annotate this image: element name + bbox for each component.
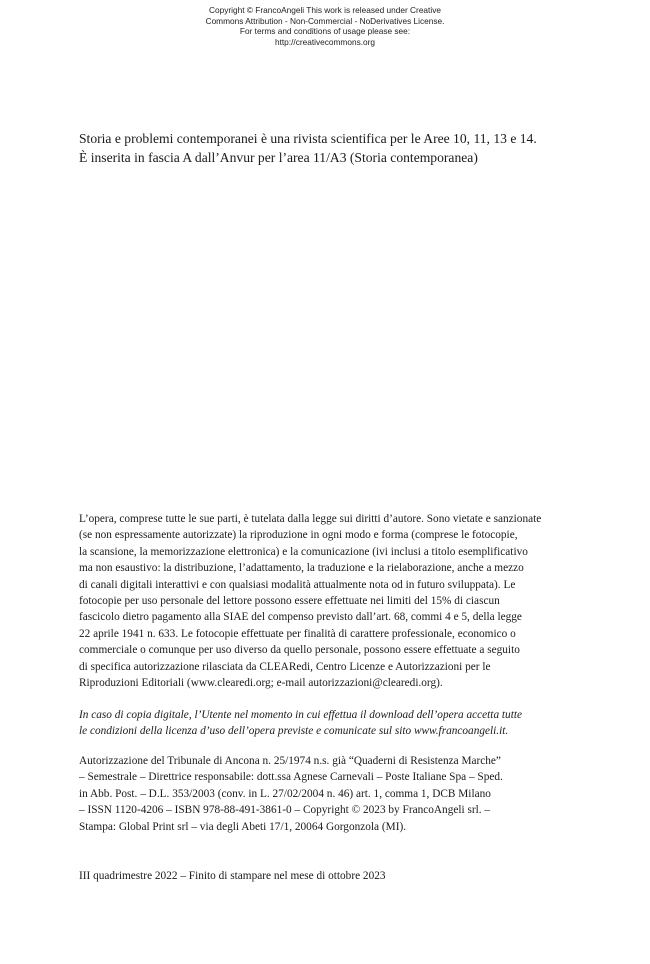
- copyright-line: la scansione, la memorizzazione elettronica) e la comunicazione (ivi inclusi a titolo esemplificativo: [79, 545, 528, 558]
- license-link[interactable]: http://creativecommons.org: [274, 36, 376, 47]
- copyright-line: L’opera, comprese tutte le sue parti, è tutelata dalla legge sui diritti d’autore. Sono vietate e sanzionate: [79, 513, 542, 525]
- authorization-line: in Abb. Post. – D.L. 353/2003 (conv. in L. 27/02/2004 n. 46) art. 1, comma 1, DCB Milano: [79, 787, 491, 800]
- copyright-line: commerciale o comunque per uso diverso da quello personale, possono essere effettuate a seguito: [79, 644, 520, 657]
- journal-description: [79, 129, 579, 167]
- license-line: Copyright © FrancoAngeli This work is released under Creative: [209, 5, 441, 15]
- license-notice: [0, 5, 650, 47]
- copyright-line: fascicolo dietro pagamento alla SIAE del compenso previsto dall’art. 68, commi 4 e 5, della legge: [79, 611, 522, 624]
- authorization-paragraph: [79, 753, 575, 835]
- digital-notice-line: In caso di copia digitale, l’Utente nel momento in cui effettua il download dell’opera accetta tutte: [79, 709, 522, 721]
- digital-notice-line: le condizioni della licenza d’uso dell’opera previste e comunicate sul sito www.francoangeli.it.: [79, 725, 509, 738]
- authorization-line: – Semestrale – Direttrice responsabile: dott.ssa Agnese Carnevali – Poste Italiane Spa – Sped.: [79, 771, 503, 784]
- copyright-line: Riproduzioni Editoriali (www.clearedi.org; e-mail autorizzazioni@clearedi.org).: [79, 677, 443, 690]
- license-line: For terms and conditions of usage please see:: [239, 26, 411, 37]
- copyright-line: di specifica autorizzazione rilasciata da CLEARedi, Centro Licenze e Autorizzazioni per le: [79, 660, 491, 673]
- license-line: Commons Attribution - Non-Commercial - NoDerivatives License.: [205, 15, 445, 26]
- authorization-line: – ISSN 1120-4206 – ISBN 978-88-491-3861-0 – Copyright © 2023 by FrancoAngeli srl. –: [79, 804, 491, 817]
- authorization-line: Stampa: Global Print srl – via degli Abeti 17/1, 20064 Gorgonzola (MI).: [79, 820, 407, 833]
- copyright-line: di canali digitali interattivi e con qualsiasi modalità attualmente nota od in futuro sviluppata). Le: [79, 578, 516, 591]
- digital-copy-notice: [79, 707, 575, 740]
- copyright-line: (se non espressamente autorizzate) la riproduzione in ogni modo e forma (comprese le fotocopie,: [79, 529, 518, 542]
- intro-line: Storia e problemi contemporanei è una rivista scientifica per le Aree 10, 11, 13 e 14.: [79, 131, 537, 146]
- authorization-line: Autorizzazione del Tribunale di Ancona n. 25/1974 n.s. già “Quaderni di Resistenza Marche”: [79, 755, 501, 767]
- copyright-line: fotocopie per uso personale del lettore possono essere effettuate nei limiti del 15% di ciascun: [79, 595, 500, 608]
- copyright-line: 22 aprile 1941 n. 633. Le fotocopie effettuate per finalità di carattere professionale, economico o: [79, 627, 516, 640]
- intro-line: È inserita in fascia A dall’Anvur per l’area 11/A3 (Storia contemporanea): [79, 150, 478, 165]
- copyright-paragraph: [79, 511, 575, 691]
- copyright-line: ma non esaustivo: la distribuzione, l’adattamento, la traduzione e la rielaborazione, anche a mezzo: [79, 562, 524, 575]
- print-date-line: III quadrimestre 2022 – Finito di stampare nel mese di ottobre 2023: [79, 870, 386, 882]
